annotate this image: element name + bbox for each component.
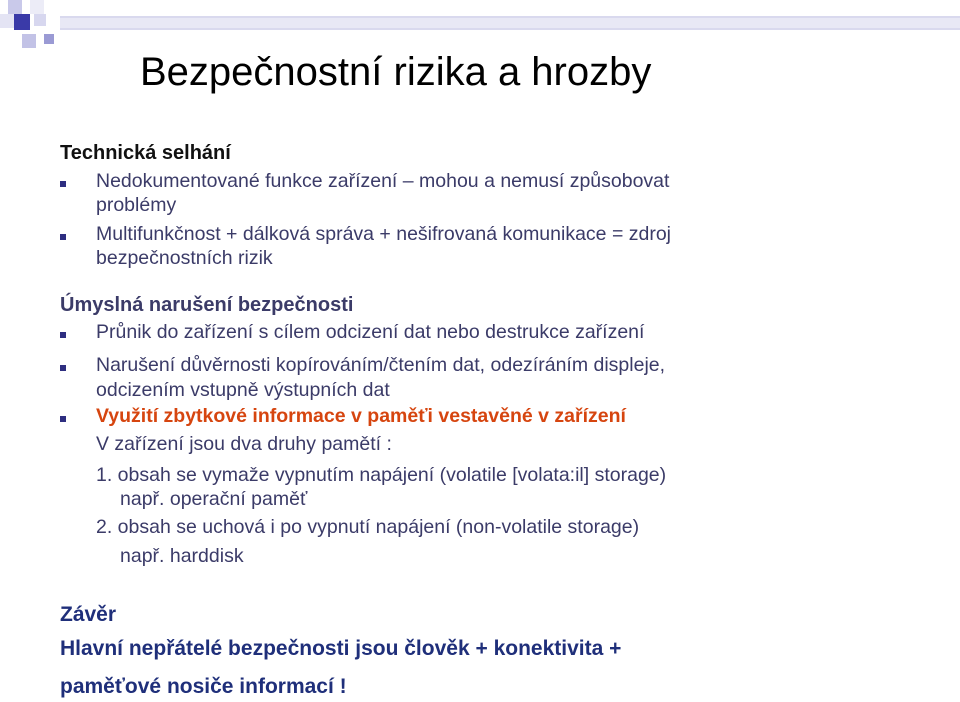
list-item: Narušení důvěrnosti kopírováním/čtením dat, odezíráním displeje,: [96, 354, 666, 376]
memory-types-intro: V zařízení jsou dva druhy pamětí :: [96, 433, 392, 455]
memory-type-nonvolatile-example: např. harddisk: [120, 545, 244, 567]
memory-type-volatile-example: např. operační paměť: [120, 488, 308, 510]
bullet-icon: [60, 234, 66, 240]
memory-type-nonvolatile: 2. obsah se uchová i po vypnutí napájení (non-volatile storage): [96, 516, 640, 538]
list-item-continuation: odcizením vstupně výstupních dat: [96, 379, 390, 401]
list-item: Průnik do zařízení s cílem odcizení dat nebo destrukce zařízení: [96, 321, 645, 343]
list-item-continuation: bezpečnostních rizik: [96, 247, 273, 269]
list-item-highlight: Využití zbytkové informace v paměťi vestavěné v zařízení: [96, 405, 626, 427]
page-title: Bezpečnostní rizika a hrozby: [140, 50, 652, 94]
bullet-icon: [60, 181, 66, 187]
section-heading-technical: Technická selhání: [60, 142, 231, 164]
list-item-continuation: problémy: [96, 194, 177, 216]
conclusion-line: paměťové nosiče informací !: [60, 675, 347, 698]
bullet-icon: [60, 365, 66, 371]
conclusion-heading: Závěr: [60, 603, 117, 626]
conclusion-line: Hlavní nepřátelé bezpečnosti jsou člověk + konektivita +: [60, 637, 622, 660]
bullet-icon: [60, 332, 66, 338]
section-heading-intentional: Úmyslná narušení bezpečnosti: [60, 294, 354, 316]
list-item: Multifunkčnost + dálková správa + nešifrovaná komunikace = zdroj: [96, 223, 672, 245]
memory-type-volatile: 1. obsah se vymaže vypnutím napájení (volatile [volata:il] storage): [96, 464, 667, 486]
list-item: Nedokumentované funkce zařízení – mohou a nemusí způsobovat: [96, 170, 670, 192]
bullet-icon: [60, 416, 66, 422]
